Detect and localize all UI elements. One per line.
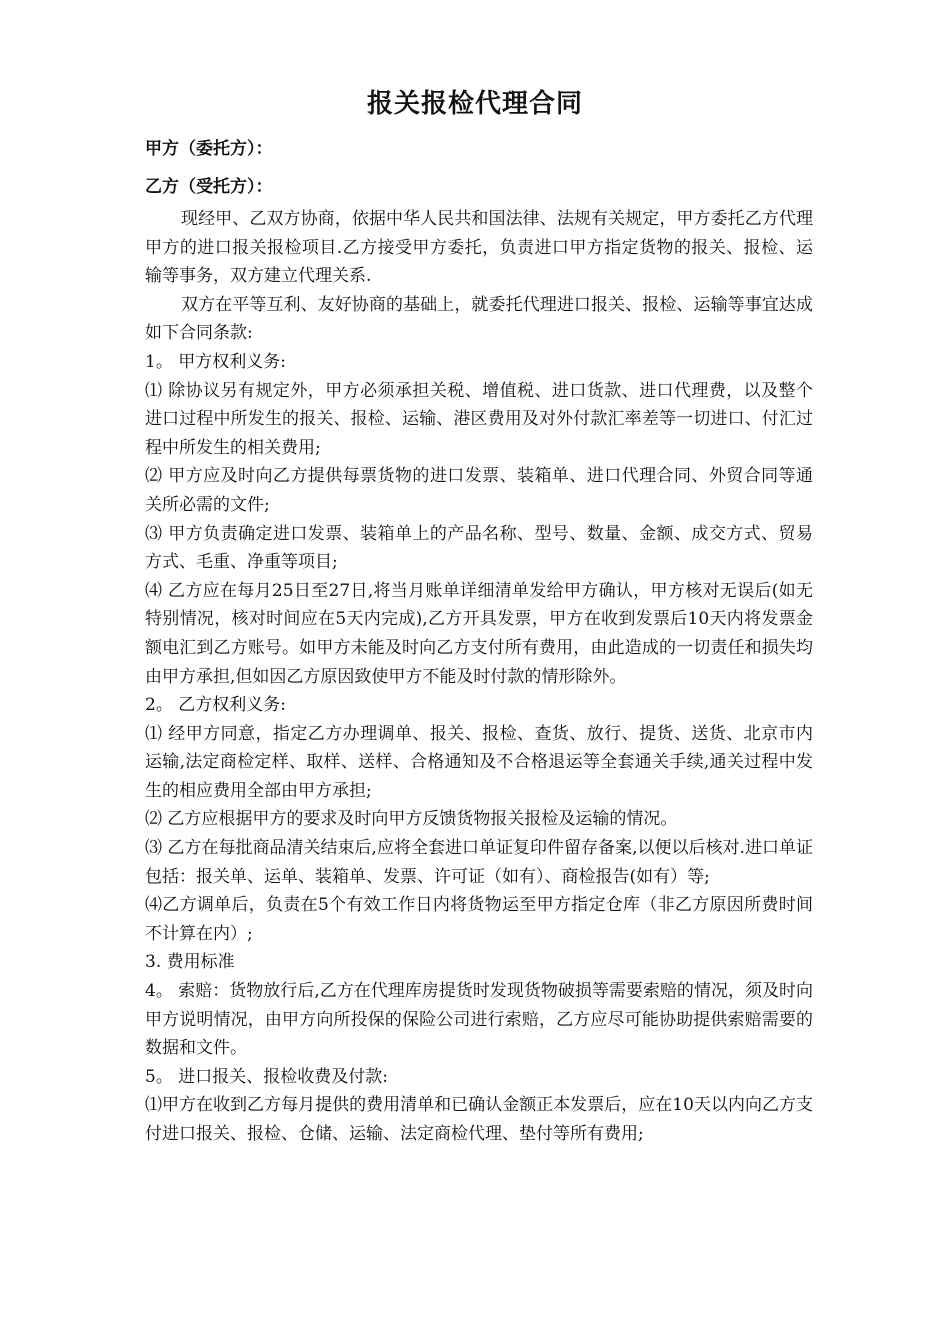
preamble-paragraph: 双方在平等互利、友好协商的基础上，就委托代理进口报关、报检、运输等事宜达成如下合同条款: <box>145 294 813 344</box>
party-b-label: 乙方（受托方）： <box>145 177 273 197</box>
clause-paragraph: ⑴ 经甲方同意，指定乙方办理调单、报关、报检、查货、放行、提货、送货、北京市内运输,法定商检定样、取样、送样、合格通知及不合格退运等全套通关手续,通关过程中发生的相应费用全部由甲方承担; <box>145 723 813 801</box>
clause-paragraph: ⑵ 乙方应根据甲方的要求及时向甲方反馈货物报关报检及运输的情况。 <box>145 809 678 830</box>
clause-paragraph: ⑷乙方调单后，负责在5个有效工作日内将货物运至甲方指定仓库（非乙方原因所费时间不计算在内）; <box>145 895 813 944</box>
clause-paragraph: ⑵ 甲方应及时向乙方提供每票货物的进口发票、装箱单、进口代理合同、外贸合同等通关所必需的文件; <box>145 466 813 515</box>
contract-body <box>145 205 813 1149</box>
section-heading: 2。 乙方权利义务: <box>145 695 286 716</box>
clause-paragraph: ⑶ 乙方在每批商品清关结束后,应将全套进口单证复印件留存备案,以便以后核对.进口单证包括：报关单、运单、装箱单、发票、许可证（如有）、商检报告(如有）等; <box>145 838 813 887</box>
document-title: 报关报检代理合同 <box>366 89 583 119</box>
clause-paragraph: ⑴甲方在收到乙方每月提供的费用清单和已确认金额正本发票后，应在10天以内向乙方支付进口报关、报检、仓储、运输、法定商检代理、垫付等所有费用; <box>145 1095 813 1144</box>
clause-paragraph: ⑶ 甲方负责确定进口发票、装箱单上的产品名称、型号、数量、金额、成交方式、贸易方式、毛重、净重等项目; <box>145 523 813 573</box>
party-a-label: 甲方（委托方）： <box>145 139 273 159</box>
clause-paragraph: ⑷ 乙方应在每月25日至27日,将当月账单详细清单发给甲方确认，甲方核对无误后(如无特别情况，核对时间应在5天内完成),乙方开具发票，甲方在收到发票后10天内将发票金额电汇到乙方账号。如甲方未能及时向乙方支付所有费用，由此造成的一切责任和损失均由甲方承担,但如因乙方原因致使甲方不能及时付款的情形除外。 <box>145 580 813 687</box>
section-heading: 5。 进口报关、报检收费及付款: <box>145 1066 388 1087</box>
section-heading: 3. 费用标准 <box>145 952 235 973</box>
section-heading: 1。 甲方权利义务: <box>145 351 286 372</box>
clause-paragraph: ⑴ 除协议另有规定外，甲方必须承担关税、增值税、进口货款、进口代理费，以及整个进口过程中所发生的报关、报检、运输、港区费用及对外付款汇率差等一切进口、付汇过程中所发生的相关费用; <box>145 380 813 458</box>
section-heading: 4。 索赔：货物放行后,乙方在代理库房提货时发现货物破损等需要索赔的情况，须及时向甲方说明情况，由甲方向所投保的保险公司进行索赔，乙方应尽可能协助提供索赔需要的数据和文件。 <box>145 981 813 1059</box>
intro-paragraph: 现经甲、乙双方协商，依据中华人民共和国法律、法规有关规定，甲方委托乙方代理甲方的进口报关报检项目.乙方接受甲方委托，负责进口甲方指定货物的报关、报检、运输等事务，双方建立代理关系. <box>145 209 813 287</box>
